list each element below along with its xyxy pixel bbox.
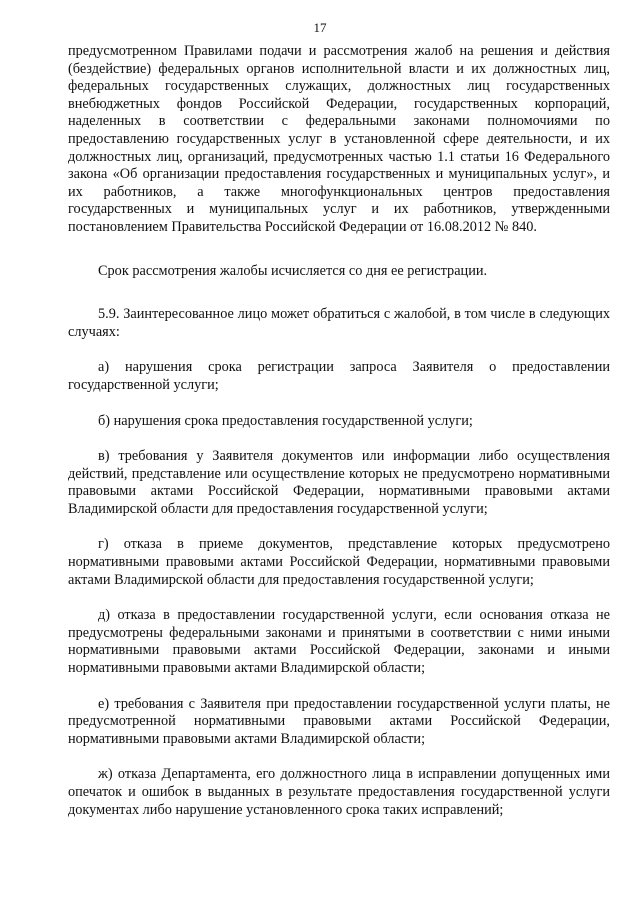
paragraph-case-e: е) требования с Заявителя при предоставлении государственной услуги платы, не предусмотренной нормативными правовыми актами Российской Федерации, нормативными правовыми актами Владимирской области; xyxy=(68,695,610,747)
paragraph-case-a: а) нарушения срока регистрации запроса Заявителя о предоставлении государственной услуги; xyxy=(68,359,610,393)
paragraph-case-v: в) требования у Заявителя документов или информации либо осуществления действий, представление или осуществление которых не предусмотрено нормативными правовыми актами Российской Федерации, нормативными правовыми актами Владимирской области для предоставления государственной услуги; xyxy=(68,448,610,517)
paragraph-case-g: г) отказа в приеме документов, представление которых предусмотрено нормативными правовыми актами Российской Федерации, нормативными правовыми актами Владимирской области для предоставления государственной услуги; xyxy=(68,536,610,588)
paragraph-review-term: Срок рассмотрения жалобы исчисляется со дня ее регистрации. xyxy=(98,262,488,279)
page-number: 17 xyxy=(313,20,327,35)
paragraph-case-d: д) отказа в предоставлении государственной услуги, если основания отказа не предусмотрены федеральными законами и принятыми в соответствии с ними иными нормативными правовыми актами Российской Федерации, законами и иными нормативными правовыми актами Владимирской области; xyxy=(68,607,610,677)
paragraph-case-zh: ж) отказа Департамента, его должностного лица в исправлении допущенных ими опечаток и ошибок в выданных в результате предоставления государственной услуги документах либо нарушение установленного срока таких исправлений; xyxy=(68,766,610,818)
paragraph-continuation: предусмотренном Правилами подачи и рассмотрения жалоб на решения и действия (бездействие) федеральных органов исполнительной власти и их должностных лиц, федеральных государственных служащих, должностных лиц государственных внебюджетных фондов Российской Федерации, государственных корпораций, наделенных в соответствии с федеральными законами полномочиями по предоставлению государственных услуг в установленной сфере деятельности, и их должностных лиц, организаций, предусмотренных частью 1.1 статьи 16 Федерального закона «Об организации предоставления государственных и муниципальных услуг», и их работников, а также многофункциональных центров предоставления государственных и муниципальных услуг и их работников, утвержденными постановлением Правительства Российской Федерации от 16.08.2012 № 840. xyxy=(68,43,610,235)
document-body xyxy=(68,43,610,819)
paragraph-case-b: б) нарушения срока предоставления государственной услуги; xyxy=(98,412,473,429)
paragraph-5-9: 5.9. Заинтересованное лицо может обратиться с жалобой, в том числе в следующих случаях: xyxy=(68,306,610,340)
